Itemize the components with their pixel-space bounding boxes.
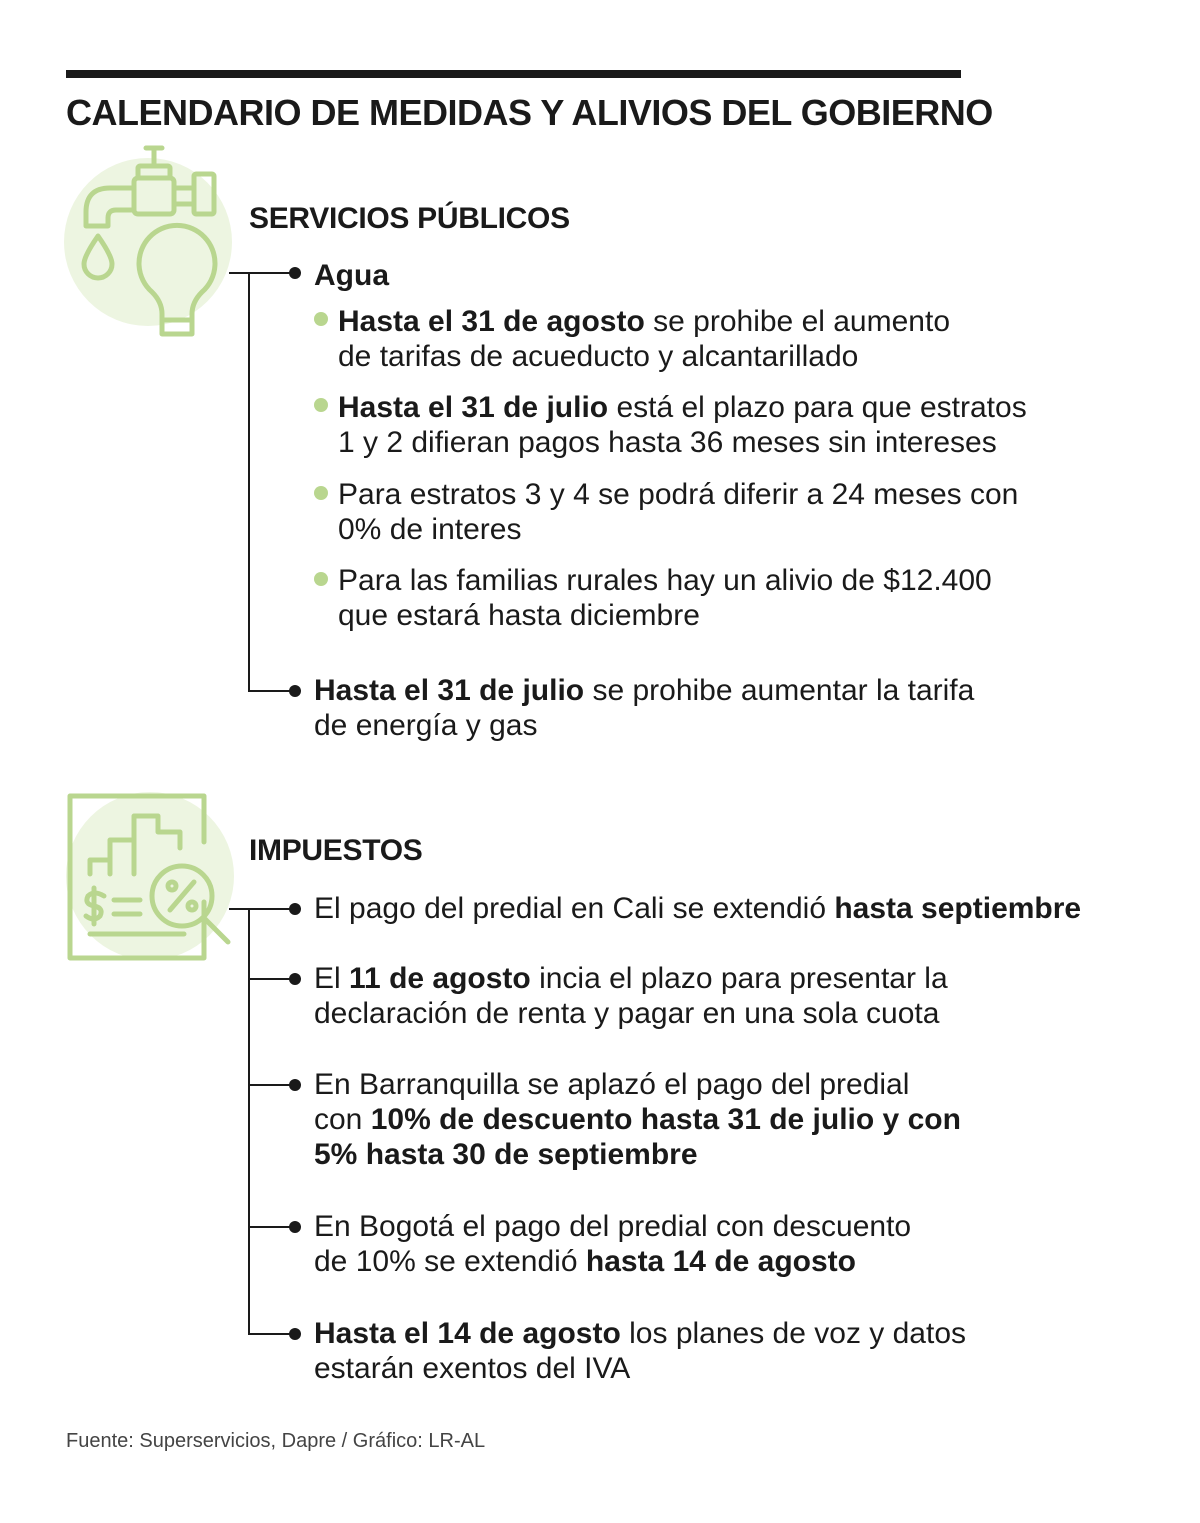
list-item: El 11 de agosto incia el plazo para presentar la declaración de renta y pagar en una sola cuota [314, 962, 948, 1030]
bullet-dot [289, 1328, 301, 1340]
green-bullet-dot [314, 572, 328, 586]
list-item: Para estratos 3 y 4 se podrá diferir a 24 meses con 0% de interes [338, 478, 1019, 546]
list-item: Hasta el 31 de julio se prohibe aumentar la tarifa de energía y gas [314, 674, 975, 742]
tree-vertical-line [248, 272, 250, 690]
green-bullet-dot [314, 312, 328, 326]
tree-connector [229, 272, 292, 274]
bullet-dot [289, 267, 301, 279]
section-title-impuestos: IMPUESTOS [249, 834, 423, 867]
tree-connector [248, 1226, 292, 1228]
bullet-dot [289, 1221, 301, 1233]
list-item: Para las familias rurales hay un alivio de $12.400 que estará hasta diciembre [338, 564, 992, 632]
bullet-dot [289, 1079, 301, 1091]
list-item: Hasta el 31 de julio está el plazo para que estratos 1 y 2 difieran pagos hasta 36 meses sin intereses [338, 391, 1027, 459]
source-credit: Fuente: Superservicios, Dapre / Gráfico: LR-AL [66, 1430, 486, 1452]
section-title-servicios: SERVICIOS PÚBLICOS [249, 202, 570, 235]
tree-connector [248, 978, 292, 980]
tree-connector [229, 908, 292, 910]
page-title: CALENDARIO DE MEDIDAS Y ALIVIOS DEL GOBIERNO [66, 92, 993, 133]
tax-report-percent-icon [64, 792, 244, 964]
tree-vertical-line [248, 908, 250, 1333]
list-item: El pago del predial en Cali se extendió hasta septiembre [314, 892, 1082, 925]
tree-connector [248, 1333, 292, 1335]
faucet-lightbulb-icon [64, 144, 244, 344]
tree-connector [248, 690, 292, 692]
top-rule [66, 70, 961, 78]
bullet-dot [289, 903, 301, 915]
green-bullet-dot [314, 398, 328, 412]
tree-connector [248, 1084, 292, 1086]
list-item: Hasta el 31 de agosto se prohibe el aumento de tarifas de acueducto y alcantarillado [338, 305, 950, 373]
green-bullet-dot [314, 486, 328, 500]
list-item: En Bogotá el pago del predial con descuento de 10% se extendió hasta 14 de agosto [314, 1210, 912, 1278]
list-item: Hasta el 14 de agosto los planes de voz y datos estarán exentos del IVA [314, 1317, 967, 1385]
bullet-dot [289, 973, 301, 985]
list-item: En Barranquilla se aplazó el pago del predial con 10% de descuento hasta 31 de julio y con 5% hasta 30 de septiembre [314, 1068, 961, 1171]
agua-label: Agua [314, 259, 389, 292]
bullet-dot [289, 685, 301, 697]
